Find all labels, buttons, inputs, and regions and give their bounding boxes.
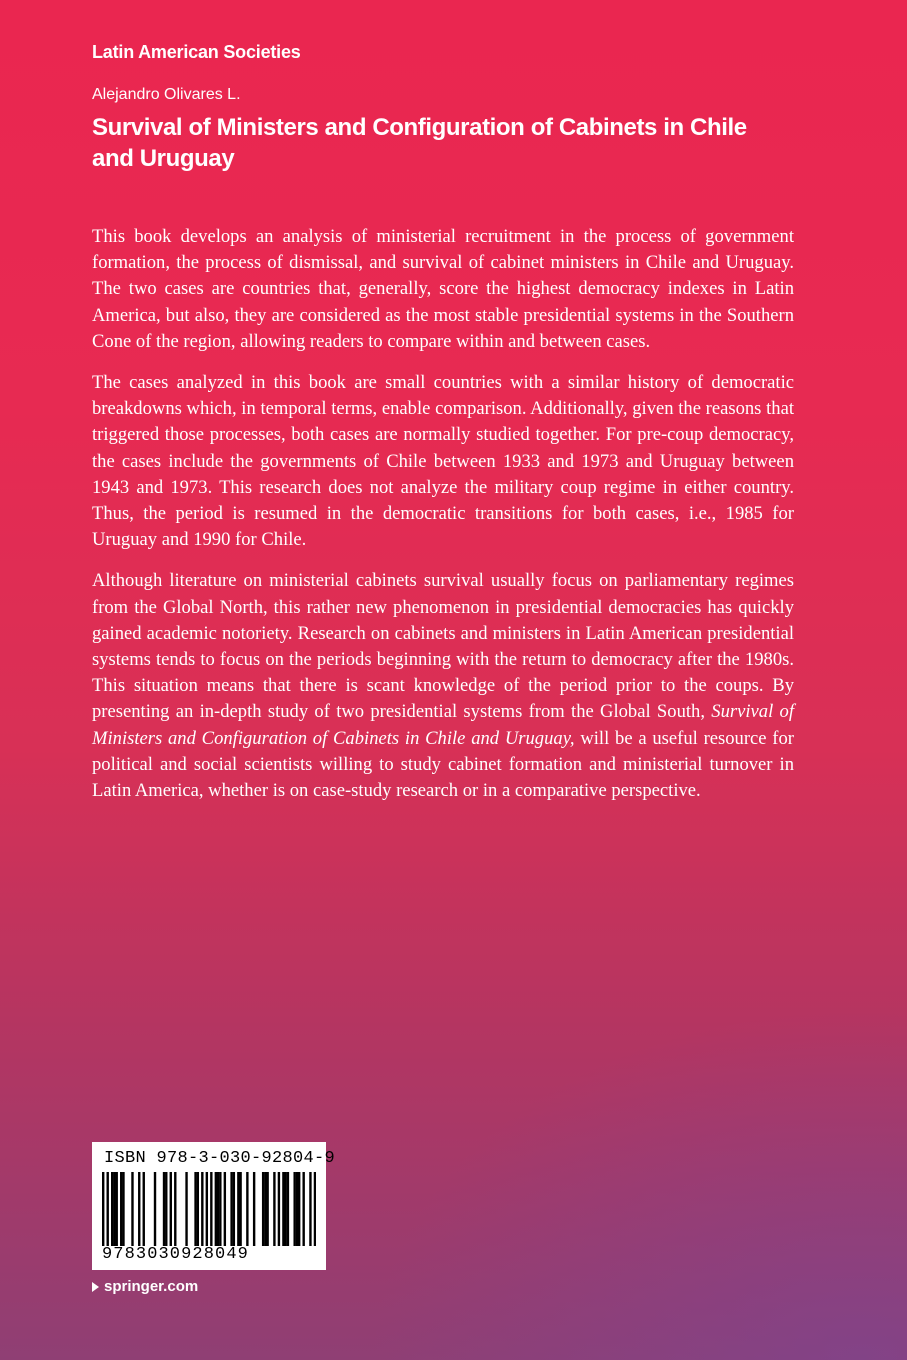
arrow-right-icon	[92, 1282, 99, 1292]
barcode-bar	[120, 1172, 122, 1246]
barcode-bar	[143, 1172, 145, 1246]
description-paragraph-1: This book develops an analysis of ministerial recruitment in the process of government formation, the process of dismissal, and survival of cabinet ministers in Chile and Uruguay. The two cases are countries that, generally, score the highest democracy indexes in Latin America, but also, they are considered as the most stable presidential systems in the Southern Cone of the region, allowing readers to compare within and between cases.	[92, 226, 794, 352]
barcode-bar	[107, 1172, 109, 1246]
barcode-bar	[102, 1172, 104, 1246]
italic-book-title: Survival of Ministers and Configuration of Cabinets in Chile and Uruguay,	[92, 701, 794, 749]
barcode-bar	[174, 1172, 176, 1246]
barcode-bar	[165, 1172, 167, 1246]
barcode-bar	[293, 1172, 295, 1246]
barcode-bar	[302, 1172, 304, 1246]
book-title: Survival of Ministers and Configuration of Cabinets in Chile and Uruguay	[92, 114, 747, 172]
barcode-bar	[233, 1172, 235, 1246]
publisher-website-label: springer.com	[104, 1278, 199, 1295]
barcode-bar	[284, 1172, 286, 1246]
barcode-bar	[246, 1172, 248, 1246]
barcode-bar	[185, 1172, 187, 1246]
isbn-label: ISBN 978-3-030-92804-9	[104, 1149, 336, 1168]
barcode-bar	[215, 1172, 217, 1246]
author-name: Alejandro Olivares L.	[92, 86, 241, 103]
barcode-bar	[154, 1172, 156, 1246]
barcode-image	[102, 1172, 316, 1248]
barcode-bar	[230, 1172, 232, 1246]
barcode-bar	[116, 1172, 118, 1246]
barcode-bar	[219, 1172, 221, 1246]
description-paragraph-3	[92, 568, 794, 804]
barcode-bar	[201, 1172, 203, 1246]
barcode-bar	[287, 1172, 289, 1246]
barcode-bar	[138, 1172, 140, 1246]
barcode-bar	[298, 1172, 300, 1246]
barcode-bar	[206, 1172, 208, 1246]
barcode-bar	[314, 1172, 316, 1246]
barcode-bar	[296, 1172, 298, 1246]
publisher-website[interactable]	[92, 1278, 198, 1295]
barcode-bar	[239, 1172, 241, 1246]
barcode-bar	[122, 1172, 124, 1246]
barcode-bar	[170, 1172, 172, 1246]
isbn-barcode-box	[92, 1142, 336, 1270]
barcode-bar	[282, 1172, 284, 1246]
paragraph-3-text-start: Although literature on ministerial cabinets survival usually focus on parliamentary regimes from the Global North, this rather new phenomenon in presidential democracies has quickly gained academic notoriety. Research on cabinets and ministers in Latin American presidential systems tends to focus on the periods beginning with the return to democracy after the 1980s. This situation means that there is scant knowledge of the period prior to the coups. By presenting an in-depth study of two presidential systems from the Global South,	[92, 570, 794, 723]
barcode-bar	[194, 1172, 196, 1246]
barcode-bar	[266, 1172, 268, 1246]
barcode-bar	[278, 1172, 280, 1246]
barcode-bar	[264, 1172, 266, 1246]
barcode-bar	[253, 1172, 255, 1246]
series-name: Latin American Societies	[92, 42, 301, 62]
barcode-bar	[217, 1172, 219, 1246]
barcode-bar	[224, 1172, 226, 1246]
barcode-bar	[273, 1172, 275, 1246]
barcode-bar	[131, 1172, 133, 1246]
barcode-bar	[309, 1172, 311, 1246]
barcode-bar	[113, 1172, 115, 1246]
barcode-bar	[210, 1172, 212, 1246]
barcode-digits: 9783030928049	[102, 1245, 249, 1264]
barcode-bar	[262, 1172, 264, 1246]
barcode-bar	[237, 1172, 239, 1246]
barcode-bar	[111, 1172, 113, 1246]
barcode-bar	[163, 1172, 165, 1246]
description-paragraph-2: The cases analyzed in this book are small countries with a similar history of democratic breakdowns which, in temporal terms, enable comparison. Additionally, given the reasons that triggered those processes, both cases are normally studied together. For pre-coup democracy, the cases include the governments of Chile between 1933 and 1973 and Uruguay between 1943 and 1973. This research does not analyze the military coup regime in either country. Thus, the period is resumed in the democratic transitions for both cases, i.e., 1985 for Uruguay and 1990 for Chile.	[92, 372, 794, 551]
book-description	[92, 224, 794, 819]
barcode-bar	[197, 1172, 199, 1246]
paragraph-3-text-end: will be a useful resource for political and social scientists willing to study cabinet formation and ministerial turnover in Latin America, whether is on case-study research or in a comparative perspective.	[92, 727, 794, 802]
